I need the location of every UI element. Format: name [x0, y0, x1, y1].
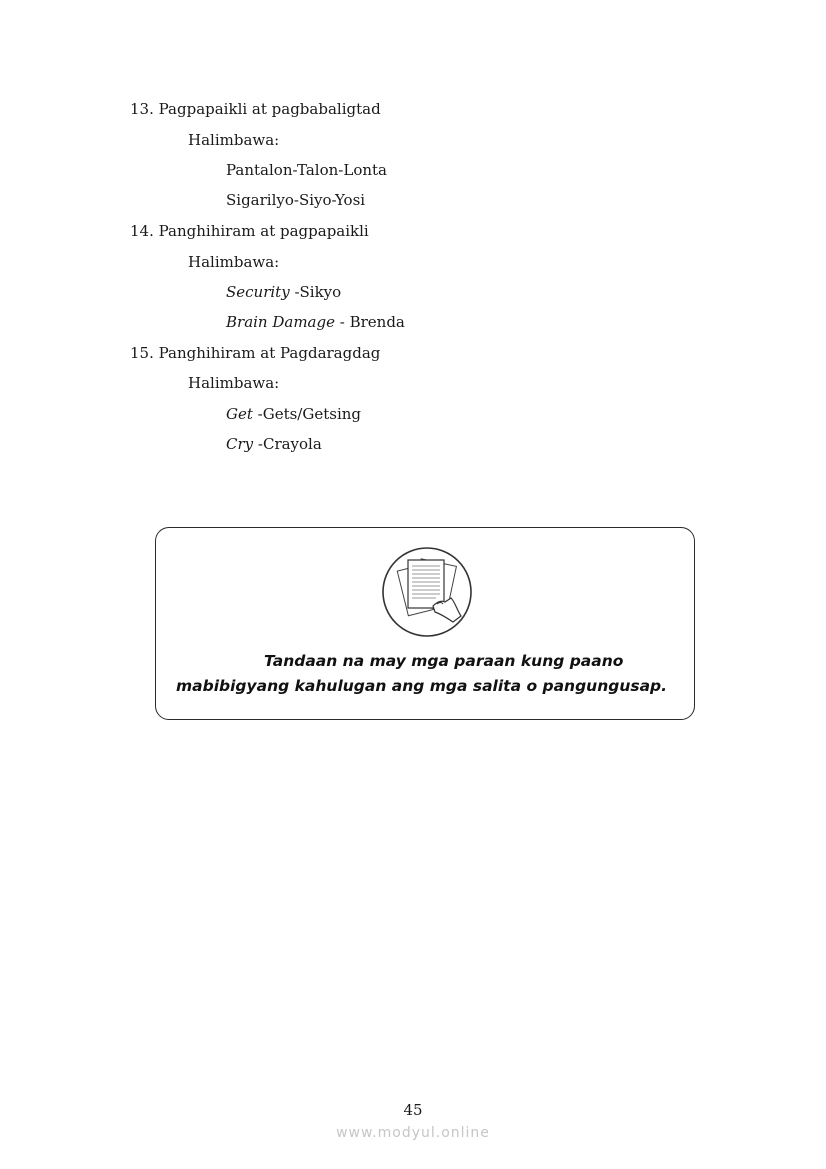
example-rest: Sigarilyo-Siyo-Yosi — [226, 191, 366, 209]
example-rest: -Gets/Getsing — [252, 405, 362, 423]
reminder-line-2: mabibigyang kahulugan ang mga salita o pangungusap. — [176, 677, 668, 695]
list-item-heading: 15. Panghihiram at Pagdaragdag — [130, 344, 381, 362]
example-line — [226, 160, 387, 180]
example-term: Get — [226, 405, 253, 423]
list-item-heading: 14. Panghihiram at pagpapaikli — [130, 222, 369, 240]
reminder-text — [176, 649, 681, 699]
example-line — [226, 434, 322, 454]
example-line — [226, 282, 341, 302]
example-rest: - Brenda — [334, 313, 405, 331]
list-item-heading: 13. Pagpapaikli at pagbabaligtad — [130, 100, 381, 118]
reminder-line-1: Tandaan na may mga paraan kung paano — [264, 652, 624, 670]
example-line — [226, 404, 361, 424]
example-line — [226, 190, 365, 210]
example-rest: -Sikyo — [289, 283, 342, 301]
example-term: Security — [226, 283, 290, 301]
example-rest: Pantalon-Talon-Lonta — [226, 161, 387, 179]
example-line — [226, 312, 405, 332]
reminder-box — [155, 527, 695, 720]
example-term: Cry — [226, 435, 254, 453]
page-number: 45 — [403, 1101, 423, 1119]
example-term: Brain Damage — [226, 313, 335, 331]
example-rest: -Crayola — [253, 435, 322, 453]
watermark: www.modyul.online — [336, 1125, 490, 1141]
example-label: Halimbawa: — [188, 131, 280, 149]
documents-in-hand-icon — [381, 546, 473, 638]
example-label: Halimbawa: — [188, 374, 280, 392]
example-label: Halimbawa: — [188, 253, 280, 271]
